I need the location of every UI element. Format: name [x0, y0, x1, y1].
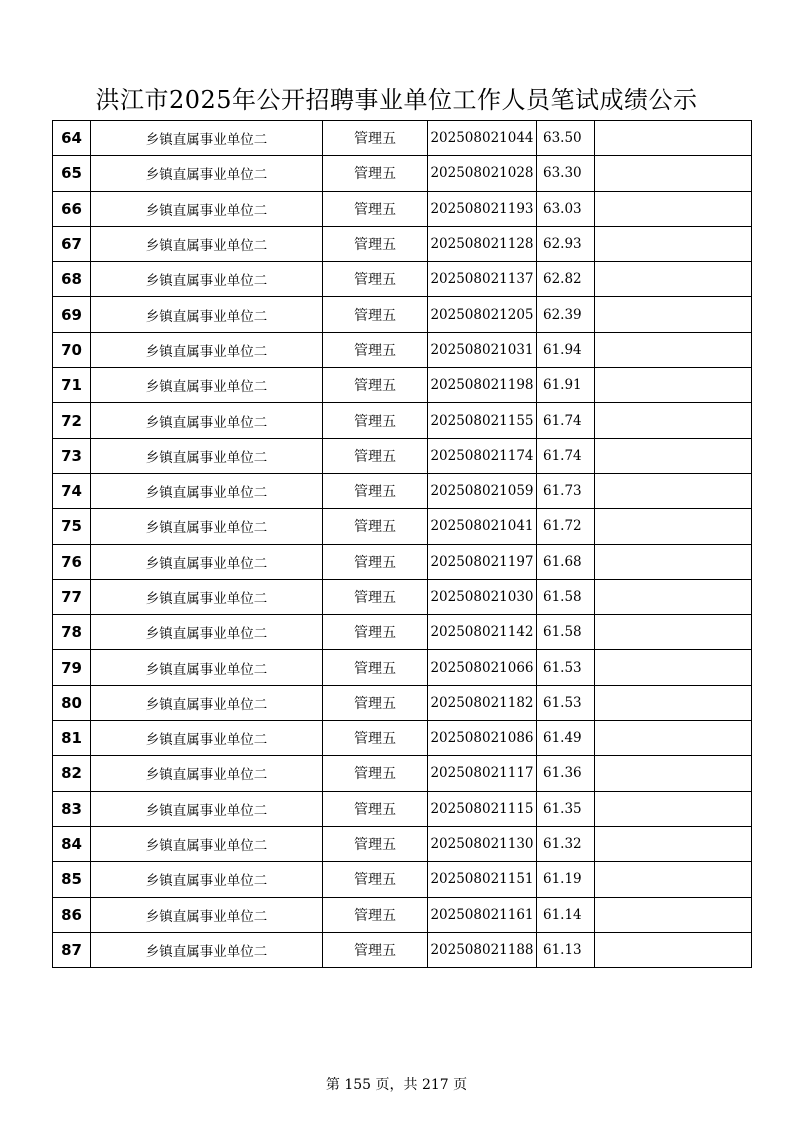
remark-cell: [595, 438, 752, 473]
position-name: 管理五: [323, 473, 428, 508]
remark-cell: [595, 544, 752, 579]
row-number: 66: [53, 191, 91, 226]
table-row: [53, 156, 752, 191]
document-title: 洪江市2025年公开招聘事业单位工作人员笔试成绩公示: [95, 86, 698, 114]
row-number: 77: [53, 579, 91, 614]
exam-ticket-number: 202508021128: [428, 226, 537, 261]
exam-ticket-number: 202508021041: [428, 509, 537, 544]
written-score: 61.13: [537, 932, 595, 967]
position-name: 管理五: [323, 403, 428, 438]
exam-ticket-number: 202508021059: [428, 473, 537, 508]
employer-unit: 乡镇直属事业单位二: [91, 862, 323, 897]
written-score: 61.58: [537, 615, 595, 650]
position-name: 管理五: [323, 897, 428, 932]
employer-unit: 乡镇直属事业单位二: [91, 615, 323, 650]
remark-cell: [595, 862, 752, 897]
written-score: 61.14: [537, 897, 595, 932]
position-name: 管理五: [323, 826, 428, 861]
position-name: 管理五: [323, 791, 428, 826]
row-number: 76: [53, 544, 91, 579]
position-name: 管理五: [323, 368, 428, 403]
employer-unit: 乡镇直属事业单位二: [91, 826, 323, 861]
remark-cell: [595, 791, 752, 826]
table-row: [53, 791, 752, 826]
remark-cell: [595, 473, 752, 508]
exam-ticket-number: 202508021142: [428, 615, 537, 650]
row-number: 69: [53, 297, 91, 332]
employer-unit: 乡镇直属事业单位二: [91, 438, 323, 473]
written-score: 61.32: [537, 826, 595, 861]
remark-cell: [595, 615, 752, 650]
written-score: 62.93: [537, 226, 595, 261]
row-number: 73: [53, 438, 91, 473]
exam-ticket-number: 202508021086: [428, 721, 537, 756]
written-score: 61.68: [537, 544, 595, 579]
table-row: [53, 368, 752, 403]
position-name: 管理五: [323, 332, 428, 367]
position-name: 管理五: [323, 156, 428, 191]
written-score: 63.03: [537, 191, 595, 226]
written-score: 61.53: [537, 685, 595, 720]
position-name: 管理五: [323, 509, 428, 544]
employer-unit: 乡镇直属事业单位二: [91, 721, 323, 756]
written-score: 61.74: [537, 403, 595, 438]
employer-unit: 乡镇直属事业单位二: [91, 509, 323, 544]
exam-ticket-number: 202508021193: [428, 191, 537, 226]
position-name: 管理五: [323, 615, 428, 650]
exam-ticket-number: 202508021155: [428, 403, 537, 438]
position-name: 管理五: [323, 226, 428, 261]
position-name: 管理五: [323, 932, 428, 967]
table-row: [53, 579, 752, 614]
exam-ticket-number: 202508021028: [428, 156, 537, 191]
row-number: 78: [53, 615, 91, 650]
exam-ticket-number: 202508021137: [428, 262, 537, 297]
position-name: 管理五: [323, 191, 428, 226]
table-row: [53, 615, 752, 650]
table-row: [53, 932, 752, 967]
exam-ticket-number: 202508021031: [428, 332, 537, 367]
row-number: 81: [53, 721, 91, 756]
employer-unit: 乡镇直属事业单位二: [91, 262, 323, 297]
score-table: [52, 120, 752, 968]
page-footer: 第 155 页，共 217 页: [325, 1077, 468, 1093]
remark-cell: [595, 579, 752, 614]
employer-unit: 乡镇直属事业单位二: [91, 226, 323, 261]
row-number: 67: [53, 226, 91, 261]
row-number: 75: [53, 509, 91, 544]
employer-unit: 乡镇直属事业单位二: [91, 932, 323, 967]
table-row: [53, 650, 752, 685]
employer-unit: 乡镇直属事业单位二: [91, 121, 323, 156]
position-name: 管理五: [323, 262, 428, 297]
employer-unit: 乡镇直属事业单位二: [91, 579, 323, 614]
written-score: 63.30: [537, 156, 595, 191]
remark-cell: [595, 297, 752, 332]
employer-unit: 乡镇直属事业单位二: [91, 756, 323, 791]
row-number: 80: [53, 685, 91, 720]
table-row: [53, 297, 752, 332]
employer-unit: 乡镇直属事业单位二: [91, 156, 323, 191]
exam-ticket-number: 202508021066: [428, 650, 537, 685]
exam-ticket-number: 202508021205: [428, 297, 537, 332]
row-number: 74: [53, 473, 91, 508]
row-number: 85: [53, 862, 91, 897]
exam-ticket-number: 202508021197: [428, 544, 537, 579]
written-score: 62.39: [537, 297, 595, 332]
exam-ticket-number: 202508021044: [428, 121, 537, 156]
remark-cell: [595, 897, 752, 932]
employer-unit: 乡镇直属事业单位二: [91, 297, 323, 332]
remark-cell: [595, 121, 752, 156]
row-number: 70: [53, 332, 91, 367]
position-name: 管理五: [323, 756, 428, 791]
remark-cell: [595, 685, 752, 720]
written-score: 61.19: [537, 862, 595, 897]
remark-cell: [595, 826, 752, 861]
table-row: [53, 721, 752, 756]
position-name: 管理五: [323, 650, 428, 685]
employer-unit: 乡镇直属事业单位二: [91, 791, 323, 826]
table-row: [53, 226, 752, 261]
remark-cell: [595, 756, 752, 791]
position-name: 管理五: [323, 121, 428, 156]
exam-ticket-number: 202508021115: [428, 791, 537, 826]
row-number: 84: [53, 826, 91, 861]
written-score: 61.72: [537, 509, 595, 544]
position-name: 管理五: [323, 862, 428, 897]
table-row: [53, 191, 752, 226]
exam-ticket-number: 202508021030: [428, 579, 537, 614]
remark-cell: [595, 262, 752, 297]
row-number: 86: [53, 897, 91, 932]
employer-unit: 乡镇直属事业单位二: [91, 650, 323, 685]
position-name: 管理五: [323, 579, 428, 614]
position-name: 管理五: [323, 721, 428, 756]
score-table-body: [53, 121, 752, 968]
remark-cell: [595, 191, 752, 226]
remark-cell: [595, 721, 752, 756]
remark-cell: [595, 368, 752, 403]
employer-unit: 乡镇直属事业单位二: [91, 403, 323, 438]
position-name: 管理五: [323, 438, 428, 473]
written-score: 61.58: [537, 579, 595, 614]
written-score: 61.73: [537, 473, 595, 508]
written-score: 61.91: [537, 368, 595, 403]
employer-unit: 乡镇直属事业单位二: [91, 685, 323, 720]
remark-cell: [595, 332, 752, 367]
remark-cell: [595, 156, 752, 191]
written-score: 63.50: [537, 121, 595, 156]
written-score: 61.94: [537, 332, 595, 367]
written-score: 61.53: [537, 650, 595, 685]
written-score: 62.82: [537, 262, 595, 297]
position-name: 管理五: [323, 544, 428, 579]
written-score: 61.49: [537, 721, 595, 756]
table-row: [53, 826, 752, 861]
employer-unit: 乡镇直属事业单位二: [91, 332, 323, 367]
table-row: [53, 332, 752, 367]
table-row: [53, 438, 752, 473]
row-number: 87: [53, 932, 91, 967]
exam-ticket-number: 202508021174: [428, 438, 537, 473]
exam-ticket-number: 202508021117: [428, 756, 537, 791]
row-number: 82: [53, 756, 91, 791]
table-row: [53, 685, 752, 720]
remark-cell: [595, 509, 752, 544]
row-number: 68: [53, 262, 91, 297]
exam-ticket-number: 202508021188: [428, 932, 537, 967]
written-score: 61.74: [537, 438, 595, 473]
exam-ticket-number: 202508021151: [428, 862, 537, 897]
row-number: 83: [53, 791, 91, 826]
table-row: [53, 862, 752, 897]
employer-unit: 乡镇直属事业单位二: [91, 897, 323, 932]
exam-ticket-number: 202508021182: [428, 685, 537, 720]
employer-unit: 乡镇直属事业单位二: [91, 368, 323, 403]
table-row: [53, 262, 752, 297]
exam-ticket-number: 202508021161: [428, 897, 537, 932]
row-number: 71: [53, 368, 91, 403]
exam-ticket-number: 202508021130: [428, 826, 537, 861]
row-number: 72: [53, 403, 91, 438]
remark-cell: [595, 650, 752, 685]
table-row: [53, 544, 752, 579]
table-row: [53, 509, 752, 544]
remark-cell: [595, 932, 752, 967]
row-number: 79: [53, 650, 91, 685]
employer-unit: 乡镇直属事业单位二: [91, 191, 323, 226]
exam-ticket-number: 202508021198: [428, 368, 537, 403]
table-row: [53, 121, 752, 156]
employer-unit: 乡镇直属事业单位二: [91, 473, 323, 508]
position-name: 管理五: [323, 685, 428, 720]
employer-unit: 乡镇直属事业单位二: [91, 544, 323, 579]
table-row: [53, 756, 752, 791]
remark-cell: [595, 226, 752, 261]
remark-cell: [595, 403, 752, 438]
position-name: 管理五: [323, 297, 428, 332]
written-score: 61.36: [537, 756, 595, 791]
table-row: [53, 473, 752, 508]
row-number: 64: [53, 121, 91, 156]
row-number: 65: [53, 156, 91, 191]
table-row: [53, 897, 752, 932]
written-score: 61.35: [537, 791, 595, 826]
table-row: [53, 403, 752, 438]
